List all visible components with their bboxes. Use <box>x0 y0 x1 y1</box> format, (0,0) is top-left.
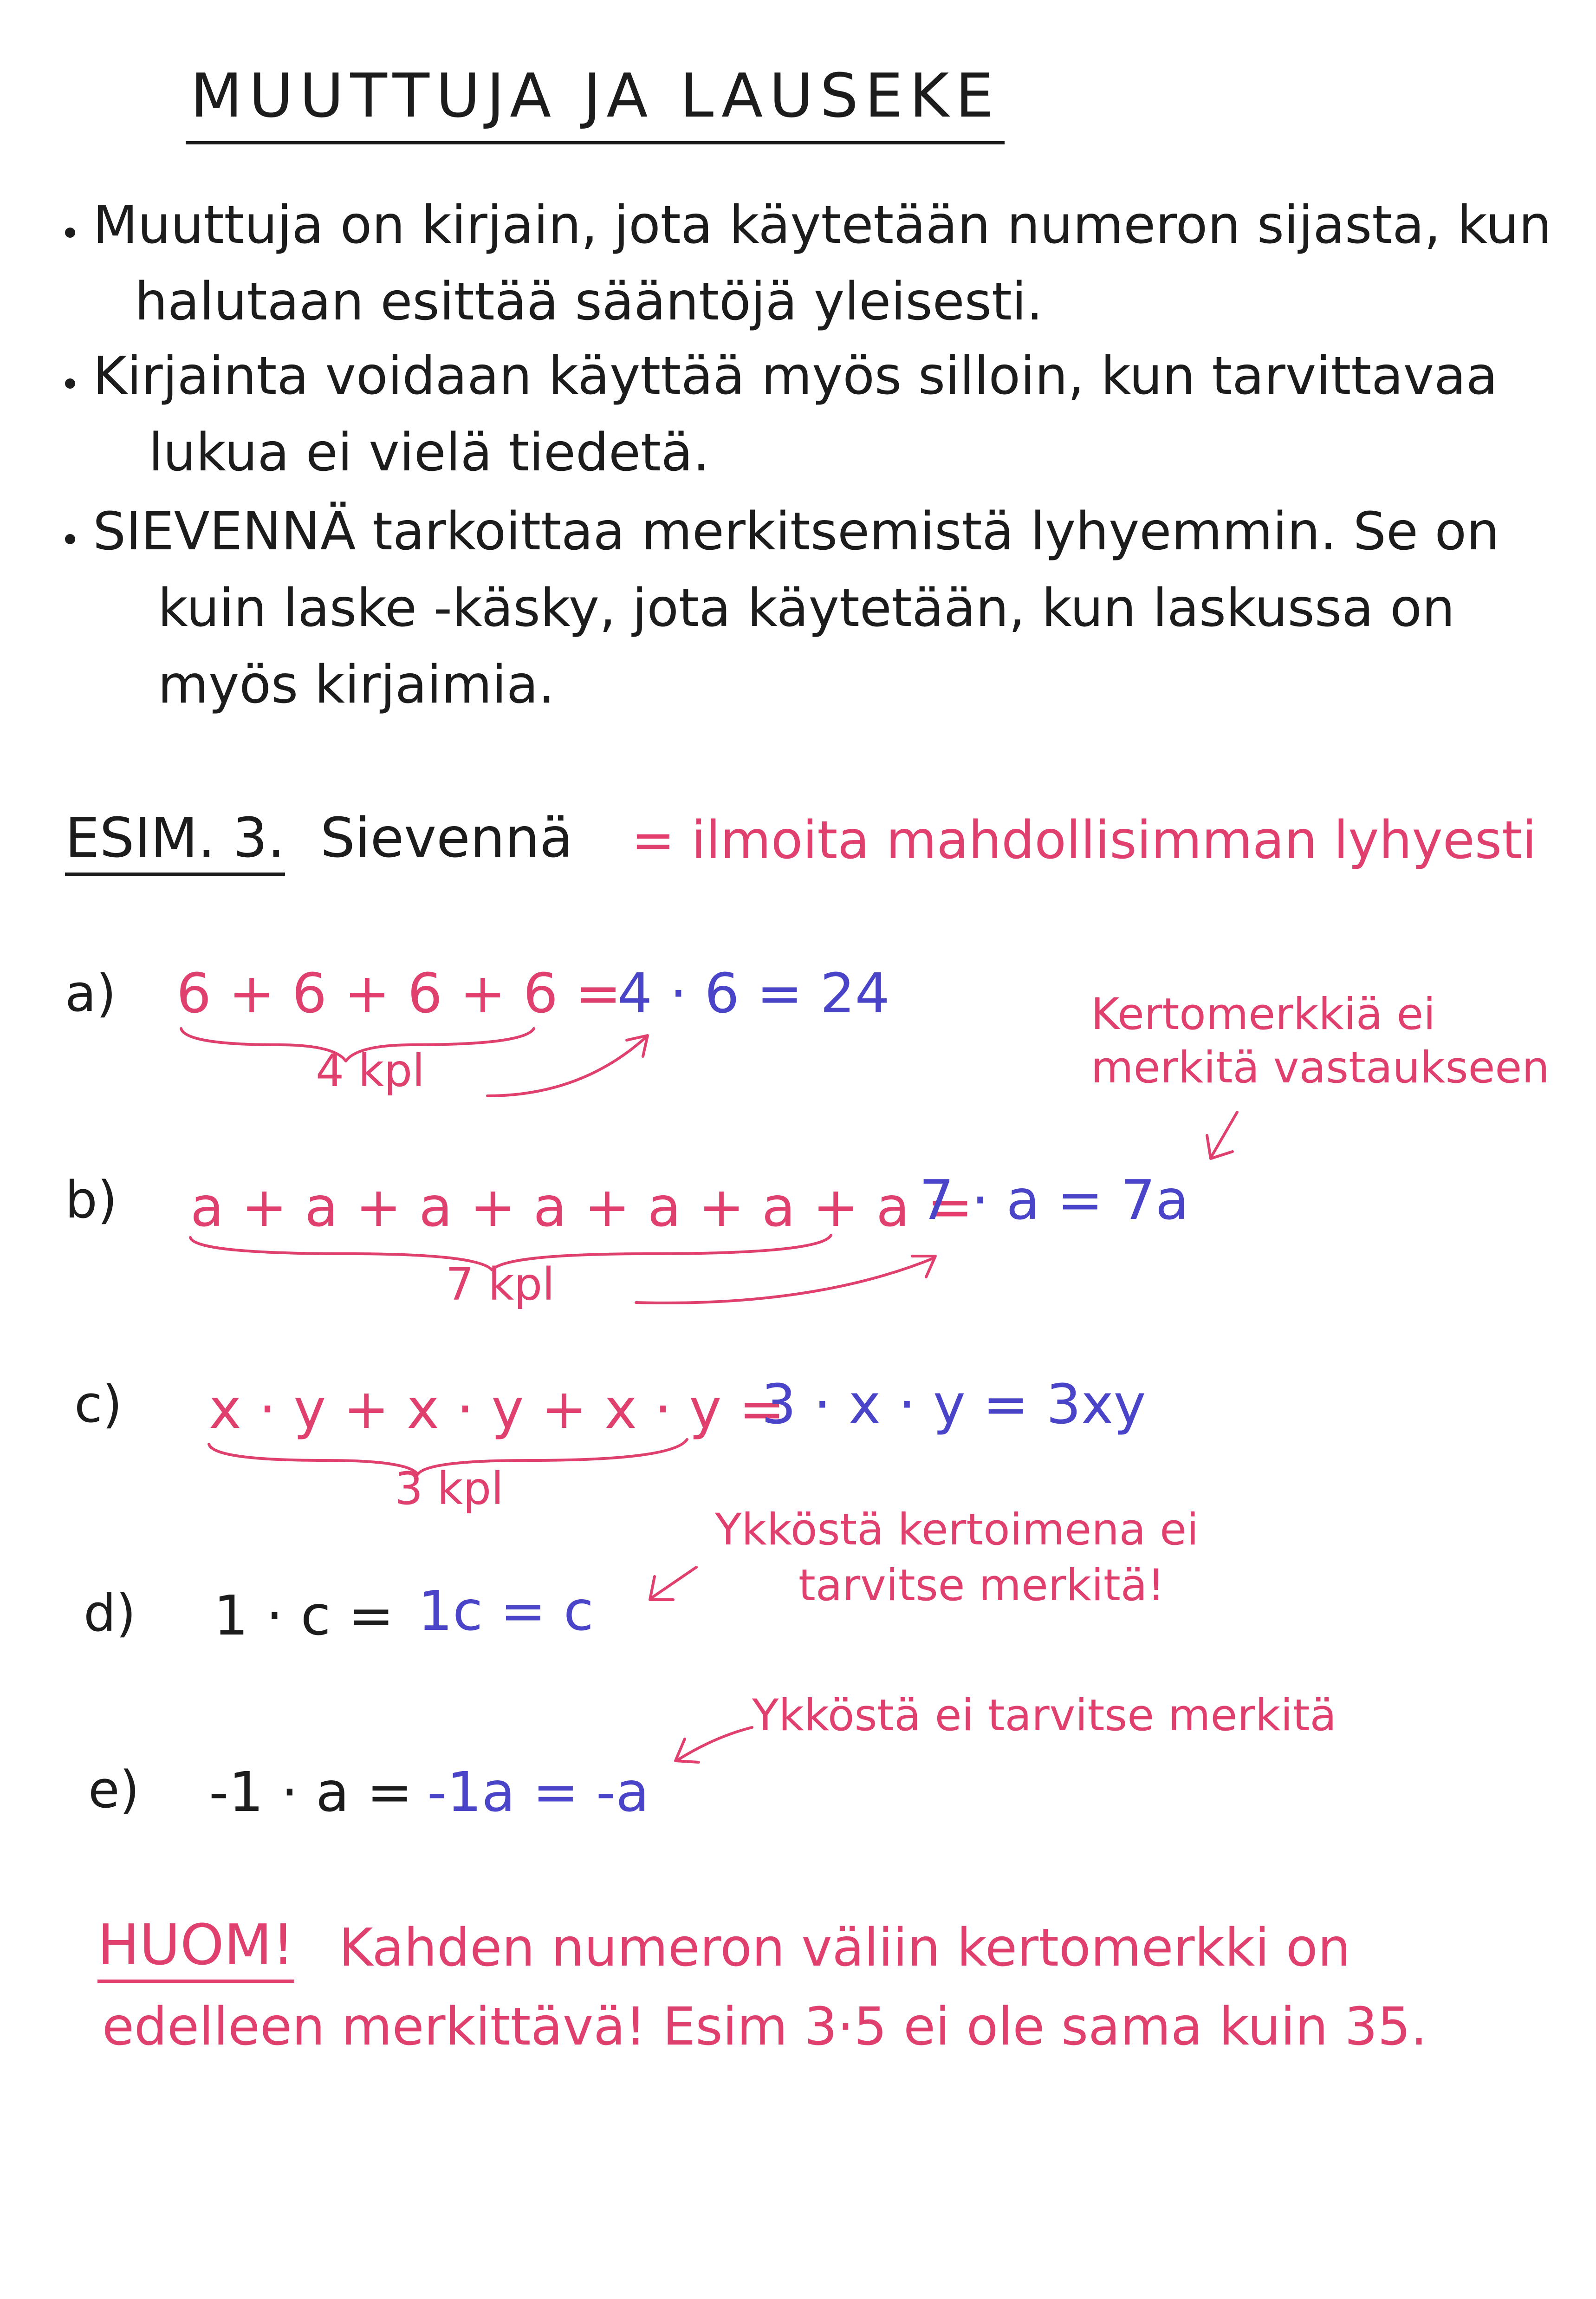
item-e-label: e) <box>88 1760 140 1819</box>
item-e-result: -1a = -a <box>427 1760 649 1824</box>
item-a-arrowhead <box>627 1036 648 1056</box>
item-c-expression: x · y + x · y + x · y = <box>209 1377 785 1441</box>
item-b-note-line-2: merkitä vastaukseen <box>1091 1042 1550 1093</box>
item-c-count: 3 kpl <box>395 1463 504 1515</box>
item-e-expression: -1 · a = <box>209 1760 413 1824</box>
item-b-count: 7 kpl <box>446 1258 555 1310</box>
example-heading: ESIM. 3. <box>65 806 285 876</box>
item-e-note-arrowhead <box>675 1739 699 1762</box>
item-b-arrow <box>636 1258 933 1303</box>
item-d-note-arrowhead <box>650 1576 673 1600</box>
item-a-expression: 6 + 6 + 6 + 6 = <box>176 961 622 1025</box>
item-b-note-line-1: Kertomerkkiä ei <box>1091 989 1436 1040</box>
bullet-2-line-2: lukua ei vielä tiedetä. <box>149 423 710 483</box>
item-a-arrow <box>487 1038 645 1096</box>
item-b-expression: a + a + a + a + a + a + a = <box>190 1175 973 1239</box>
item-d-label: d) <box>84 1583 136 1643</box>
bullet-2-line-1: Kirjainta voidaan käyttää myös silloin, kun tarvittavaa <box>93 346 1498 406</box>
item-c-result: 3 · x · y = 3xy <box>761 1372 1146 1436</box>
item-b-note-arrowhead <box>1207 1135 1233 1159</box>
huom-heading: HUOM! <box>97 1913 294 1983</box>
bullet-1-line-1: Muuttuja on kirjain, jota käytetään numeron sijasta, kun <box>93 195 1552 255</box>
item-a-label: a) <box>65 964 117 1023</box>
bullet-3-line-1: SIEVENNÄ tarkoittaa merkitsemistä lyhyemmin. Se on <box>93 501 1499 562</box>
item-d-note-arrow <box>652 1567 696 1597</box>
item-b-note-arrow <box>1212 1112 1237 1156</box>
example-instruction: Sievennä <box>320 806 573 870</box>
item-a-result: 4 · 6 = 24 <box>617 961 890 1025</box>
item-c-label: c) <box>74 1374 123 1434</box>
bullet-dot <box>65 378 75 389</box>
item-d-expression: 1 · c = <box>214 1583 394 1648</box>
bullet-dot <box>65 534 75 544</box>
huom-line-1: Kahden numeron väliin kertomerkki on <box>339 1918 1351 1978</box>
example-definition: = ilmoita mahdollisimman lyhyesti <box>631 810 1537 871</box>
item-e-note: Ykköstä ei tarvitse merkitä <box>752 1690 1337 1741</box>
item-d-result: 1c = c <box>418 1579 594 1643</box>
item-a-count: 4 kpl <box>316 1045 425 1097</box>
bullet-3-line-3: myös kirjaimia. <box>158 655 555 715</box>
page-title: MUUTTUJA JA LAUSEKE <box>186 60 1005 144</box>
item-d-note-line-2: tarvitse merkitä! <box>798 1560 1165 1611</box>
bullet-1-line-2: halutaan esittää sääntöjä yleisesti. <box>135 272 1043 332</box>
item-e-note-arrow <box>678 1727 752 1760</box>
item-b-label: b) <box>65 1170 117 1230</box>
item-d-note-line-1: Ykköstä kertoimena ei <box>715 1504 1199 1555</box>
bullet-dot <box>65 228 75 238</box>
item-b-result: 7 · a = 7a <box>919 1168 1189 1232</box>
bullet-3-line-2: kuin laske -käsky, jota käytetään, kun laskussa on <box>158 578 1455 638</box>
huom-line-2: edelleen merkittävä! Esim 3·5 ei ole sama kuin 35. <box>102 1997 1427 2057</box>
item-b-arrowhead <box>912 1256 935 1277</box>
